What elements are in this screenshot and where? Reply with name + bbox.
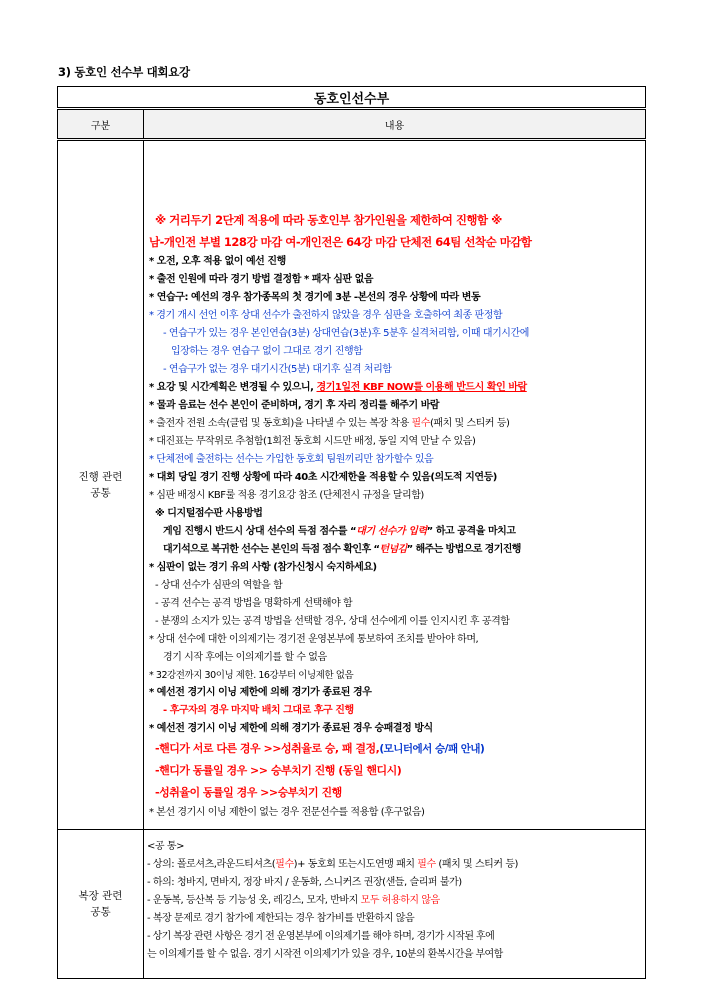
rule-line: * 경기 개시 선언 이후 상대 선수가 출전하지 않았을 경우 심판을 호출하여 최종 판정함 bbox=[149, 310, 503, 321]
rule-line: * 오전, 오후 적용 없이 예선 진행 bbox=[149, 256, 286, 267]
rule-line: * 심판 배정시 KBF룰 적용 경기요강 참조 (단체전시 규정을 달리함) bbox=[149, 490, 424, 501]
rule-line: * 단체전에 출전하는 선수는 가입한 동호회 팀원끼리만 참가할수 있음 bbox=[149, 454, 434, 465]
rule-line: - 상의: 폴로셔츠,라운드티셔츠(필수)+ 동호회 또는시도연맹 패치 필수 (패치 및 스티커 등) bbox=[147, 859, 518, 870]
notice-line: ※ 거리두기 2단계 적용에 따라 동호인부 참가인원을 제한하여 진행함 ※ bbox=[155, 213, 502, 227]
rule-line: - 연습구가 없는 경우 대기시간(5분) 대기후 실격 처리함 bbox=[163, 364, 392, 375]
rule-line: - 후구자의 경우 마지막 배치 그대로 후구 진행 bbox=[163, 705, 354, 716]
category-label: 공통 bbox=[90, 906, 111, 918]
rule-line: * 대회 당일 경기 진행 상황에 따라 40초 시간제한을 적용할 수 있음(의도적 지연등) bbox=[149, 472, 497, 483]
rule-line: - 연습구가 있는 경우 본인연습(3분) 상대연습(3분)후 5분후 실격처리함, 이때 대기시간에 bbox=[163, 328, 529, 339]
table-row bbox=[58, 140, 646, 830]
progress-rules bbox=[144, 140, 646, 830]
kbf-now-notice: 경기1일전 KBF NOW를 이용해 반드시 확인 바람 bbox=[316, 382, 527, 393]
rule-line: - 운동복, 등산복 등 기능성 옷, 레깅스, 모자, 반바지 모두 허용하지 않음 bbox=[147, 895, 440, 906]
rule-line: <공 통> bbox=[147, 841, 185, 852]
rule-line: * 심판이 없는 경기 유의 사항 (참가신청시 숙지하세요) bbox=[149, 562, 377, 573]
rule-line: - 복장 문제로 경기 참가에 제한되는 경우 참가비를 반환하지 않음 bbox=[147, 913, 415, 924]
rule-line: - 상대 선수가 심판의 역할을 함 bbox=[155, 580, 283, 591]
rule-line: * 연습구: 예선의 경우 참가종목의 첫 경기에 3분 -본선의 경우 상황에 따라 변동 bbox=[149, 292, 481, 303]
rule-line: 대기석으로 복귀한 선수는 본인의 득점 점수 확인후 “턴넘김” 해주는 방법으로 경기진행 bbox=[163, 544, 521, 555]
rule-line: * 32강전까지 30이닝 제한. 16강부터 이닝제한 없음 bbox=[149, 670, 354, 681]
category-label: 복장 관련 bbox=[78, 890, 123, 902]
rule-line: -핸디가 서로 다른 경우 >>성취율로 승, 패 결정,(모니터에서 승/패 안내) bbox=[155, 742, 485, 755]
category-label: 진행 관련 bbox=[78, 471, 123, 483]
rule-line: * 예선전 경기시 이닝 제한에 의해 경기가 종료된 경우 승패결정 방식 bbox=[149, 723, 433, 734]
rule-line: * 대진표는 무작위로 추첨함(1회전 동호회 시드만 배정, 동일 지역 만날 수 있음) bbox=[149, 436, 476, 447]
rule-line: - 공격 선수는 공격 방법을 명확하게 선택해야 함 bbox=[155, 598, 353, 609]
rule-line: - 하의: 청바지, 면바지, 정장 바지 / 운동화, 스니커즈 권장(샌들, 슬리퍼 불가) bbox=[147, 877, 462, 888]
rule-line: -성취율이 동률일 경우 >>승부치기 진행 bbox=[155, 786, 342, 799]
rule-line: - 분쟁의 소지가 있는 공격 방법을 선택할 경우, 상대 선수에게 이를 인지시킨 후 공격함 bbox=[155, 616, 510, 627]
rule-line: * 본선 경기시 이닝 제한이 없는 경우 전문선수를 적용함 (후구없음) bbox=[149, 807, 425, 818]
rule-line: 경기 시작 후에는 이의제기를 할 수 없음 bbox=[163, 652, 327, 663]
category-progress bbox=[58, 140, 144, 830]
rule-line: * 물과 음료는 선수 본인이 준비하며, 경기 후 자리 정리를 해주기 바람 bbox=[149, 400, 440, 411]
category-dress bbox=[58, 830, 144, 979]
rule-line: * 상대 선수에 대한 이의제기는 경기전 운영본부에 통보하여 조치를 받아야 하며, bbox=[149, 634, 479, 645]
column-header-category: 구분 bbox=[58, 109, 144, 140]
rule-line: 게임 진행시 반드시 상대 선수의 득점 점수를 “대기 선수가 입력” 하고 공격을 마치고 bbox=[163, 526, 516, 537]
category-label: 공통 bbox=[90, 487, 111, 499]
rule-line: ※ 디지털점수판 사용방법 bbox=[155, 508, 263, 519]
column-header-content: 내용 bbox=[144, 109, 646, 140]
rule-line: * 예선전 경기시 이닝 제한에 의해 경기가 종료된 경우 bbox=[149, 687, 372, 698]
dress-code-rules bbox=[144, 830, 646, 979]
section-heading: 3) 동호인 선수부 대회요강 bbox=[58, 65, 190, 79]
rule-line: -핸디가 동률일 경우 >> 승부치기 진행 (동일 핸디시) bbox=[155, 764, 402, 777]
rule-line: * 요강 및 시간계획은 변경될 수 있으니, 경기1일전 KBF NOW를 이용해 반드시 확인 바람 bbox=[149, 382, 527, 393]
rule-line: - 상기 복장 관련 사항은 경기 전 운영본부에 이의제기를 해야 하며, 경기가 시작된 후에 bbox=[147, 931, 495, 942]
notice-line: 남-개인전 부별 128강 마감 여-개인전은 64강 마감 단체전 64팀 선착순 마감함 bbox=[149, 235, 532, 249]
rule-line: 는 이의제기를 할 수 없음. 경기 시작전 이의제기가 있을 경우, 10분의 환복시간을 부여함 bbox=[147, 949, 503, 960]
table-title: 동호인선수부 bbox=[58, 87, 646, 109]
table-row bbox=[58, 830, 646, 979]
rule-line: 입장하는 경우 연습구 없이 그대로 경기 진행함 bbox=[171, 346, 363, 357]
rules-table bbox=[57, 86, 646, 979]
rule-line: * 출전 인원에 따라 경기 방법 결정함 * 패자 심판 없음 bbox=[149, 274, 374, 285]
rule-line: * 출전자 전원 소속(클럽 및 동호회)을 나타낼 수 있는 복장 착용 필수(패치 및 스티커 등) bbox=[149, 418, 510, 429]
